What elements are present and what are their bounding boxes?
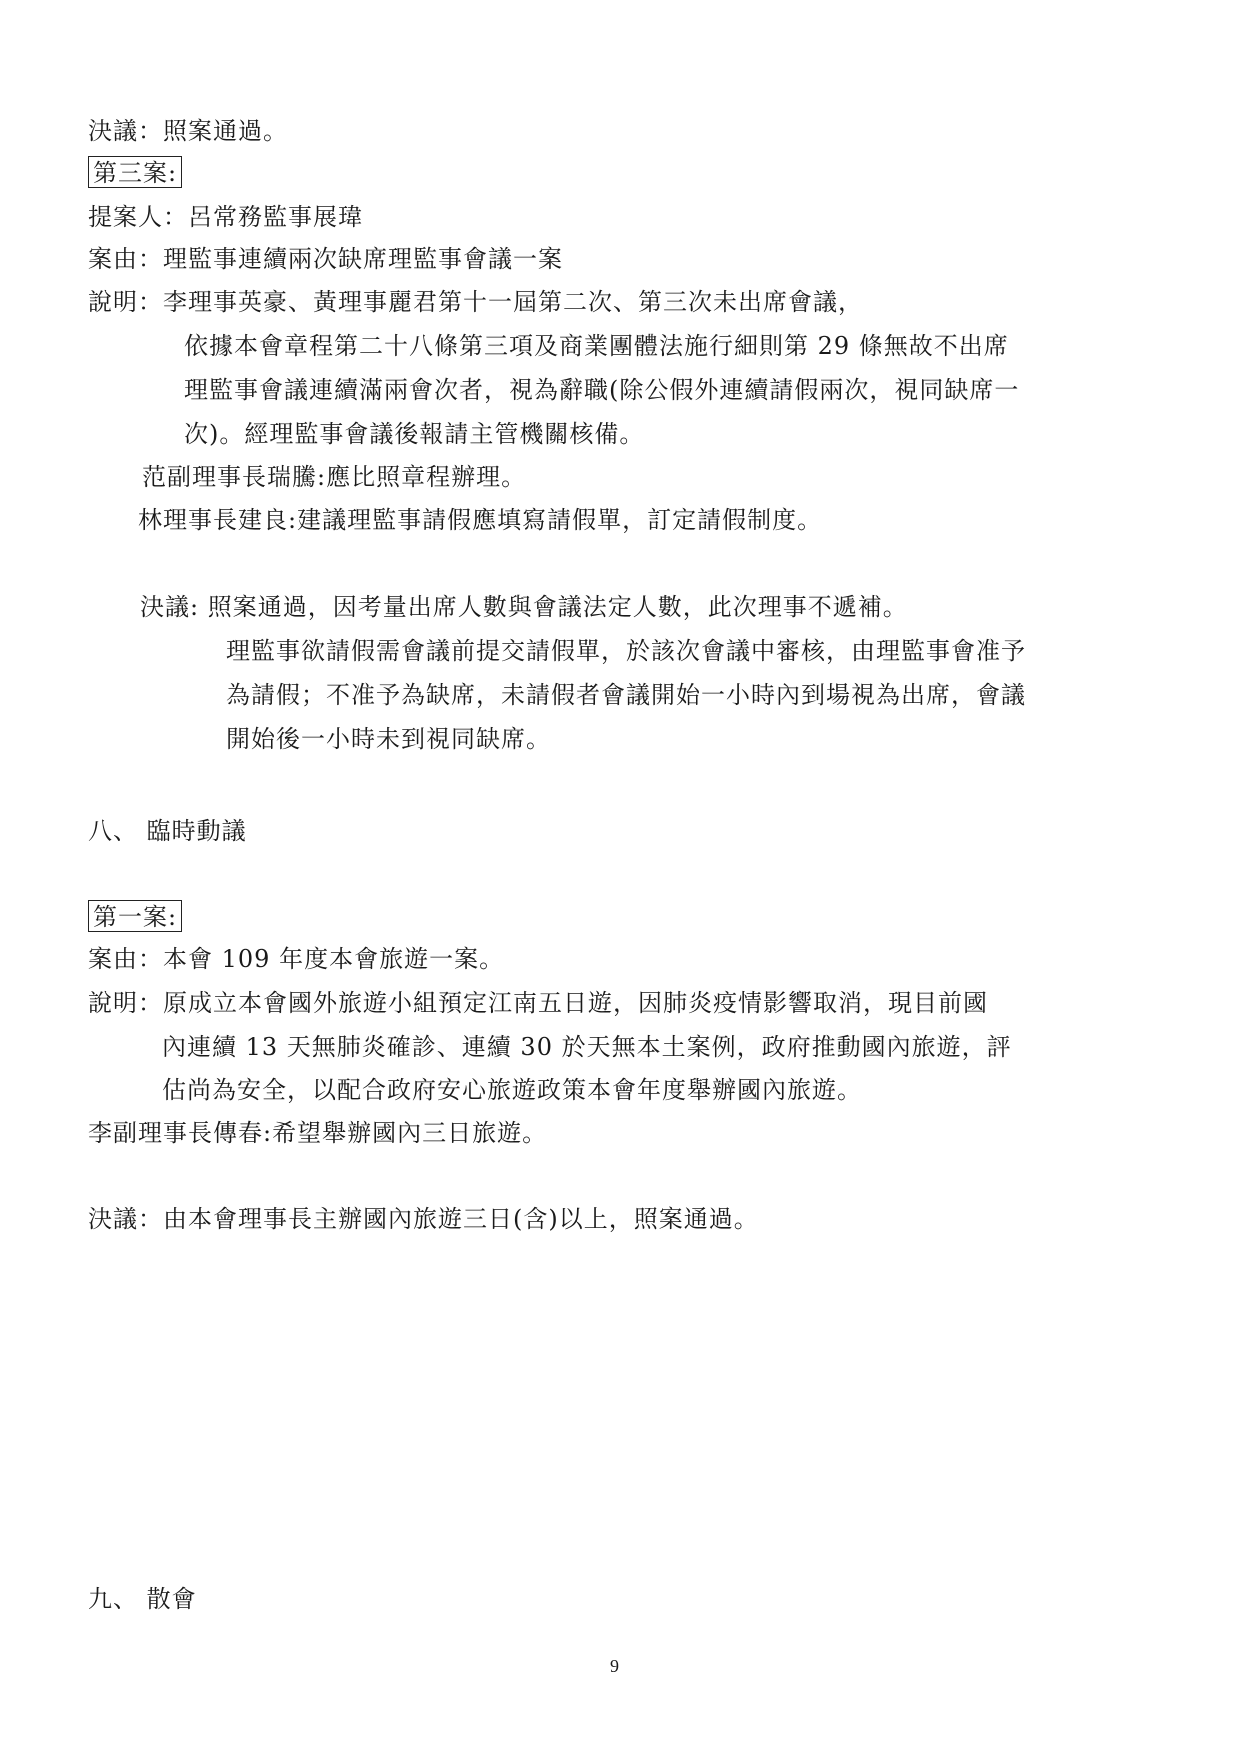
case3-title (88, 158, 182, 188)
case3-title-box: 第三案: (88, 156, 182, 188)
extra-case1-description-line-3: 估尚為安全，以配合政府安心旅遊政策本會年度舉辦國內旅遊。 (162, 1076, 862, 1104)
page-number: 9 (610, 1656, 619, 1676)
extra-case1-title-box: 第一案: (88, 900, 182, 932)
extra-case1-resolution: 決議：由本會理事長主辦國內旅遊三日(含)以上，照案通過。 (88, 1205, 759, 1233)
case3-description-line-2: 依據本會章程第二十八條第三項及商業團體法施行細則第 29 條無故不出席 (184, 332, 1009, 360)
previous-resolution: 決議：照案通過。 (88, 117, 288, 145)
extra-case1-subject: 案由：本會 109 年度本會旅遊一案。 (88, 945, 505, 973)
case3-resolution-line-3: 為請假；不准予為缺席，未請假者會議開始一小時內到場視為出席，會議 (226, 681, 1026, 709)
case3-comment-2: 林理事長建良:建議理監事請假應填寫請假單，訂定請假制度。 (138, 506, 823, 534)
case3-description-line-4: 次)。經理監事會議後報請主管機關核備。 (184, 420, 645, 448)
case3-description-line-1: 說明：李理事英豪、黃理事麗君第十一屆第二次、第三次未出席會議， (88, 288, 863, 316)
case3-resolution-line-4: 開始後一小時未到視同缺席。 (226, 725, 551, 753)
section-8-heading: 八、 臨時動議 (88, 817, 247, 845)
extra-case1-title (88, 902, 182, 932)
extra-case1-description-line-2: 內連續 13 天無肺炎確診、連續 30 於天無本土案例，政府推動國內旅遊，評 (162, 1033, 1012, 1061)
extra-case1-comment-1: 李副理事長傳春:希望舉辦國內三日旅遊。 (88, 1119, 548, 1147)
case3-comment-1: 范副理事長瑞騰:應比照章程辦理。 (142, 463, 527, 491)
section-9-heading: 九、 散會 (88, 1585, 197, 1613)
case3-resolution-line-1: 決議: 照案通過，因考量出席人數與會議法定人數，此次理事不遞補。 (140, 593, 908, 621)
case3-description-line-3: 理監事會議連續滿兩會次者，視為辭職(除公假外連續請假兩次，視同缺席一 (184, 376, 1020, 404)
case3-subject: 案由：理監事連續兩次缺席理監事會議一案 (88, 245, 563, 273)
case3-resolution-line-2: 理監事欲請假需會議前提交請假單，於該次會議中審核，由理監事會准予 (226, 637, 1026, 665)
case3-proposer: 提案人：呂常務監事展瑋 (88, 203, 363, 231)
extra-case1-description-line-1: 說明：原成立本會國外旅遊小組預定江南五日遊，因肺炎疫情影響取消，現目前國 (88, 989, 988, 1017)
